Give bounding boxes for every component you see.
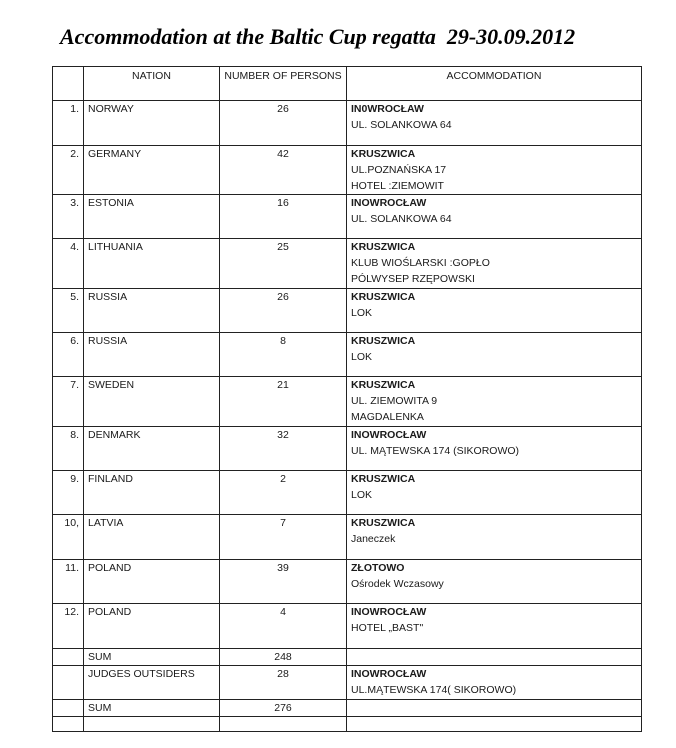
accommodation-city: KRUSZWICA <box>351 379 416 391</box>
accommodation-table <box>52 66 642 732</box>
header-accommodation: ACCOMMODATION <box>347 67 642 101</box>
row-number: 12. <box>53 604 84 649</box>
sum-total-row <box>53 700 642 717</box>
summary-label <box>84 717 220 732</box>
accommodation-city: KRUSZWICA <box>351 241 416 253</box>
row-number: 6. <box>53 333 84 377</box>
accommodation-cell <box>347 377 642 427</box>
accommodation-city: INOWROCŁAW <box>351 606 427 618</box>
accommodation-city: IN0WROCŁAW <box>351 103 424 115</box>
accommodation-cell <box>347 649 642 666</box>
table-row <box>53 239 642 289</box>
row-number: 10, <box>53 515 84 560</box>
accommodation-cell <box>347 471 642 515</box>
accommodation-cell <box>347 101 642 146</box>
table-row <box>53 427 642 471</box>
accommodation-detail: HOTEL :ZIEMOWIT <box>351 180 444 192</box>
nation-cell: DENMARK <box>84 427 220 471</box>
accommodation-detail: Ośrodek Wczasowy <box>351 578 444 590</box>
row-number: 8. <box>53 427 84 471</box>
accommodation-cell <box>347 146 642 195</box>
header-persons: NUMBER OF PERSONS <box>220 67 347 101</box>
nation-cell: POLAND <box>84 560 220 604</box>
table-row <box>53 333 642 377</box>
table-row <box>53 560 642 604</box>
accommodation-city: KRUSZWICA <box>351 335 416 347</box>
persons-cell: 276 <box>220 700 347 717</box>
persons-cell: 2 <box>220 471 347 515</box>
accommodation-detail: LOK <box>351 351 373 363</box>
row-number: 5. <box>53 289 84 333</box>
persons-cell <box>220 717 347 732</box>
row-number: 9. <box>53 471 84 515</box>
document-title: Accommodation at the Baltic Cup regatta 29-30.09.2012 <box>60 24 576 49</box>
accommodation-detail: UL. ZIEMOWITA 9 <box>351 395 438 407</box>
nation-cell: SWEDEN <box>84 377 220 427</box>
row-number: 4. <box>53 239 84 289</box>
table-row <box>53 195 642 239</box>
row-number: 3. <box>53 195 84 239</box>
persons-cell: 8 <box>220 333 347 377</box>
row-number <box>53 666 84 700</box>
accommodation-cell <box>347 717 642 732</box>
row-number: 2. <box>53 146 84 195</box>
table-row <box>53 289 642 333</box>
row-number <box>53 700 84 717</box>
accommodation-detail: Janeczek <box>351 533 396 545</box>
accommodation-cell <box>347 239 642 289</box>
sum-row <box>53 649 642 666</box>
accommodation-city: INOWROCŁAW <box>351 429 427 441</box>
persons-cell: 32 <box>220 427 347 471</box>
table-row <box>53 101 642 146</box>
summary-label: SUM <box>84 700 220 717</box>
accommodation-detail: PÓLWYSEP RZĘPOWSKI <box>351 273 475 285</box>
accommodation-city: KRUSZWICA <box>351 291 416 303</box>
accommodation-city: INOWROCŁAW <box>351 668 427 680</box>
table-row <box>53 471 642 515</box>
judges-row <box>53 666 642 700</box>
persons-cell: 248 <box>220 649 347 666</box>
accommodation-detail: UL.POZNAŃSKA 17 <box>351 164 447 176</box>
accommodation-cell <box>347 700 642 717</box>
nation-cell: ESTONIA <box>84 195 220 239</box>
persons-cell: 26 <box>220 101 347 146</box>
nation-cell: RUSSIA <box>84 333 220 377</box>
persons-cell: 39 <box>220 560 347 604</box>
nation-cell: FINLAND <box>84 471 220 515</box>
nation-cell: GERMANY <box>84 146 220 195</box>
persons-cell: 26 <box>220 289 347 333</box>
nation-cell: LITHUANIA <box>84 239 220 289</box>
header-nation: NATION <box>84 67 220 101</box>
accommodation-detail: UL. SOLANKOWA 64 <box>351 213 452 225</box>
accommodation-detail: LOK <box>351 307 373 319</box>
persons-cell: 25 <box>220 239 347 289</box>
persons-cell: 28 <box>220 666 347 700</box>
accommodation-detail: UL. MĄTEWSKA 174 (SIKOROWO) <box>351 445 520 457</box>
header-row <box>53 67 642 101</box>
accommodation-detail: KLUB WIOŚLARSKI :GOPŁO <box>351 257 490 269</box>
summary-label: SUM <box>84 649 220 666</box>
row-number <box>53 717 84 732</box>
accommodation-detail: LOK <box>351 489 373 501</box>
row-number: 1. <box>53 101 84 146</box>
persons-cell: 42 <box>220 146 347 195</box>
accommodation-cell <box>347 289 642 333</box>
table-row <box>53 604 642 649</box>
persons-cell: 4 <box>220 604 347 649</box>
nation-cell: LATVIA <box>84 515 220 560</box>
accommodation-detail: MAGDALENKA <box>351 411 424 423</box>
persons-cell: 7 <box>220 515 347 560</box>
row-number: 7. <box>53 377 84 427</box>
accommodation-city: KRUSZWICA <box>351 517 416 529</box>
accommodation-city: KRUSZWICA <box>351 473 416 485</box>
row-number <box>53 649 84 666</box>
header-num <box>53 67 84 101</box>
accommodation-city: KRUSZWICA <box>351 148 416 160</box>
accommodation-cell <box>347 427 642 471</box>
nation-cell: RUSSIA <box>84 289 220 333</box>
accommodation-cell <box>347 604 642 649</box>
nation-cell: NORWAY <box>84 101 220 146</box>
accommodation-cell <box>347 333 642 377</box>
table-row <box>53 515 642 560</box>
persons-cell: 16 <box>220 195 347 239</box>
accommodation-cell <box>347 515 642 560</box>
accommodation-cell <box>347 195 642 239</box>
table-row <box>53 377 642 427</box>
accommodation-city: INOWROCŁAW <box>351 197 427 209</box>
empty-row <box>53 717 642 732</box>
accommodation-cell <box>347 666 642 700</box>
table-row <box>53 146 642 195</box>
accommodation-detail: UL. SOLANKOWA 64 <box>351 119 452 131</box>
row-number: 11. <box>53 560 84 604</box>
summary-label: JUDGES OUTSIDERS <box>84 666 220 700</box>
accommodation-detail: UL.MĄTEWSKA 174( SIKOROWO) <box>351 684 517 696</box>
accommodation-city: ZŁOTOWO <box>351 562 405 574</box>
accommodation-cell <box>347 560 642 604</box>
persons-cell: 21 <box>220 377 347 427</box>
nation-cell: POLAND <box>84 604 220 649</box>
accommodation-detail: HOTEL „BAST" <box>351 622 424 634</box>
